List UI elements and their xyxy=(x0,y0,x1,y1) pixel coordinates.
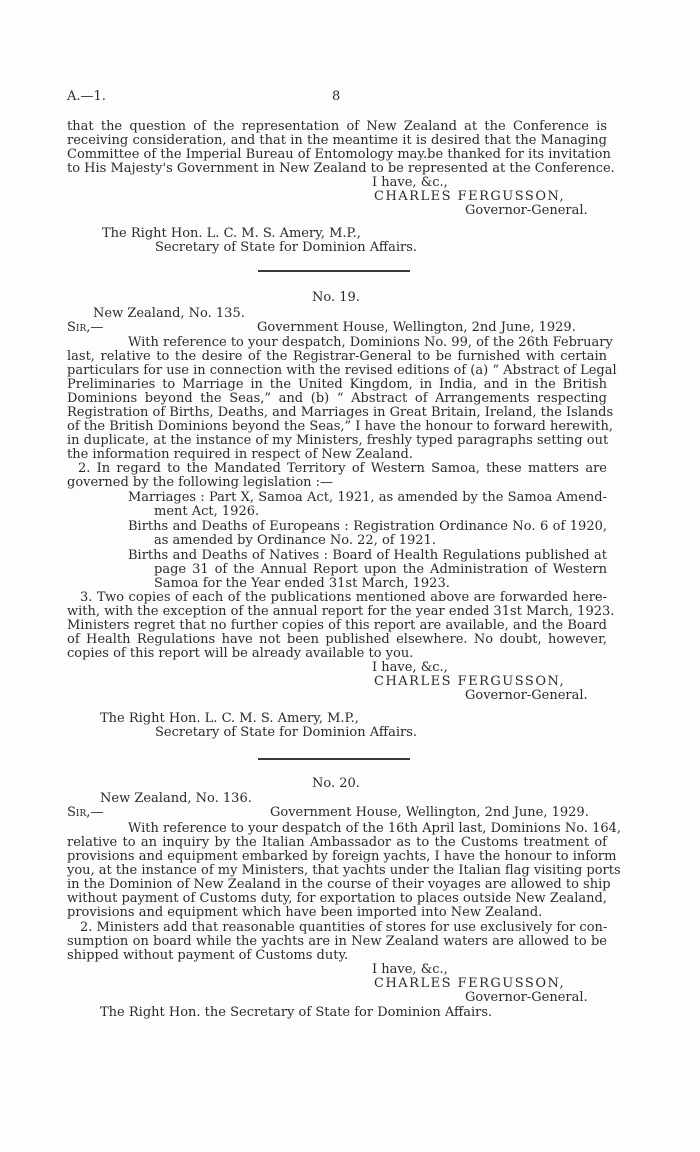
text-line: relative to an inquiry by the Italian Ambassador as to the Customs treatment of xyxy=(67,835,607,850)
list-item-continuation: as amended by Ordinance No. 22, of 1921. xyxy=(154,533,436,548)
text-line: 3. Two copies of each of the publications mentioned above are forwarded here- xyxy=(80,590,607,605)
list-item-continuation: Samoa for the Year ended 31st March, 1923. xyxy=(154,576,450,591)
text-line: receiving consideration, and that in the meantime it is desired that the Managing xyxy=(67,133,607,148)
header-reference: A.—1. xyxy=(67,89,106,104)
page-number: 8 xyxy=(332,89,341,104)
despatch-reference: New Zealand, No. 135. xyxy=(93,306,245,321)
text-line: you, at the instance of my Ministers, that yachts under the Italian flag visiting ports xyxy=(67,863,621,878)
list-item: Marriages : Part X, Samoa Act, 1921, as amended by the Samoa Amend- xyxy=(128,490,607,505)
text-line: Preliminaries to Marriage in the United Kingdom, in India, and in the British xyxy=(67,377,607,392)
text-line: in duplicate, at the instance of my Ministers, freshly typed paragraphs setting out xyxy=(67,433,609,448)
text-line: 2. Ministers add that reasonable quantities of stores for use exclusively for con- xyxy=(80,920,608,935)
section-divider xyxy=(258,758,410,760)
salutation: Sir,— xyxy=(67,320,104,335)
text-line: shipped without payment of Customs duty. xyxy=(67,948,349,963)
text-line: Ministers regret that no further copies of this report are available, and the Board xyxy=(67,618,607,633)
text-line: of Health Regulations have not been published elsewhere. No doubt, however, xyxy=(67,632,607,647)
addressee-line: The Right Hon. L. C. M. S. Amery, M.P., xyxy=(100,711,359,726)
text-line: the information required in respect of New Zealand. xyxy=(67,447,413,462)
text-line: With reference to your despatch, Dominions No. 99, of the 26th February xyxy=(128,335,613,350)
text-line: provisions and equipment embarked by foreign yachts, I have the honour to inform xyxy=(67,849,617,864)
text-line: last, relative to the desire of the Registrar-General to be furnished with certain xyxy=(67,349,607,364)
text-line: that the question of the representation of New Zealand at the Conference is xyxy=(67,119,607,134)
addressee-line: The Right Hon. L. C. M. S. Amery, M.P., xyxy=(102,226,361,241)
signatory-title: Governor-General. xyxy=(465,990,588,1005)
salutation: Sir,— xyxy=(67,805,104,820)
text-line: governed by the following legislation :— xyxy=(67,475,334,490)
closing: I have, &c., xyxy=(372,660,448,675)
section-divider xyxy=(258,270,410,272)
list-item: Births and Deaths of Europeans : Registration Ordinance No. 6 of 1920, xyxy=(128,519,607,534)
addressee-line: The Right Hon. the Secretary of State for Dominion Affairs. xyxy=(100,1005,493,1020)
despatch-reference: New Zealand, No. 136. xyxy=(100,791,252,806)
text-line: Registration of Births, Deaths, and Marriages in Great Britain, Ireland, the Islands xyxy=(67,405,614,420)
list-item-continuation: page 31 of the Annual Report upon the Administration of Western xyxy=(154,562,607,577)
text-line: to His Majesty's Government in New Zealand to be represented at the Conference. xyxy=(67,161,615,176)
signatory-title: Governor-General. xyxy=(465,688,588,703)
text-line: sumption on board while the yachts are in New Zealand waters are allowed to be xyxy=(67,934,607,949)
signatory-name: CHARLES FERGUSSON, xyxy=(374,189,566,204)
signatory-name: CHARLES FERGUSSON, xyxy=(374,674,566,689)
despatch-number: No. 20. xyxy=(312,776,360,791)
despatch-number: No. 19. xyxy=(312,290,360,305)
text-line: with, with the exception of the annual report for the year ended 31st March, 1923. xyxy=(67,604,615,619)
text-line: Dominions beyond the Seas,” and (b) “ Abstract of Arrangements respecting xyxy=(67,391,607,406)
text-line: With reference to your despatch of the 16th April last, Dominions No. 164, xyxy=(128,821,622,836)
list-item-continuation: ment Act, 1926. xyxy=(154,504,260,519)
list-item: Births and Deaths of Natives : Board of Health Regulations published at xyxy=(128,548,607,563)
addressee-line: Secretary of State for Dominion Affairs. xyxy=(155,240,418,255)
place-date: Government House, Wellington, 2nd June, 1929. xyxy=(270,805,589,820)
closing: I have, &c., xyxy=(372,962,448,977)
text-line: in the Dominion of New Zealand in the course of their voyages are allowed to ship xyxy=(67,877,611,892)
addressee-line: Secretary of State for Dominion Affairs. xyxy=(155,725,418,740)
signatory-title: Governor-General. xyxy=(465,203,588,218)
text-line: 2. In regard to the Mandated Territory of Western Samoa, these matters are xyxy=(78,461,607,476)
text-line: Committee of the Imperial Bureau of Entomology may.be thanked for its invitation xyxy=(67,147,611,162)
text-line: copies of this report will be already available to you. xyxy=(67,646,414,661)
text-line: without payment of Customs duty, for exportation to places outside New Zealand, xyxy=(67,891,607,906)
text-line: provisions and equipment which have been imported into New Zealand. xyxy=(67,905,543,920)
text-line: of the British Dominions beyond the Seas,” I have the honour to forward herewith, xyxy=(67,419,613,434)
place-date: Government House, Wellington, 2nd June, 1929. xyxy=(257,320,576,335)
closing: I have, &c., xyxy=(372,175,448,190)
signatory-name: CHARLES FERGUSSON, xyxy=(374,976,566,991)
text-line: particulars for use in connection with the revised editions of (a) “ Abstract of Legal xyxy=(67,363,617,378)
